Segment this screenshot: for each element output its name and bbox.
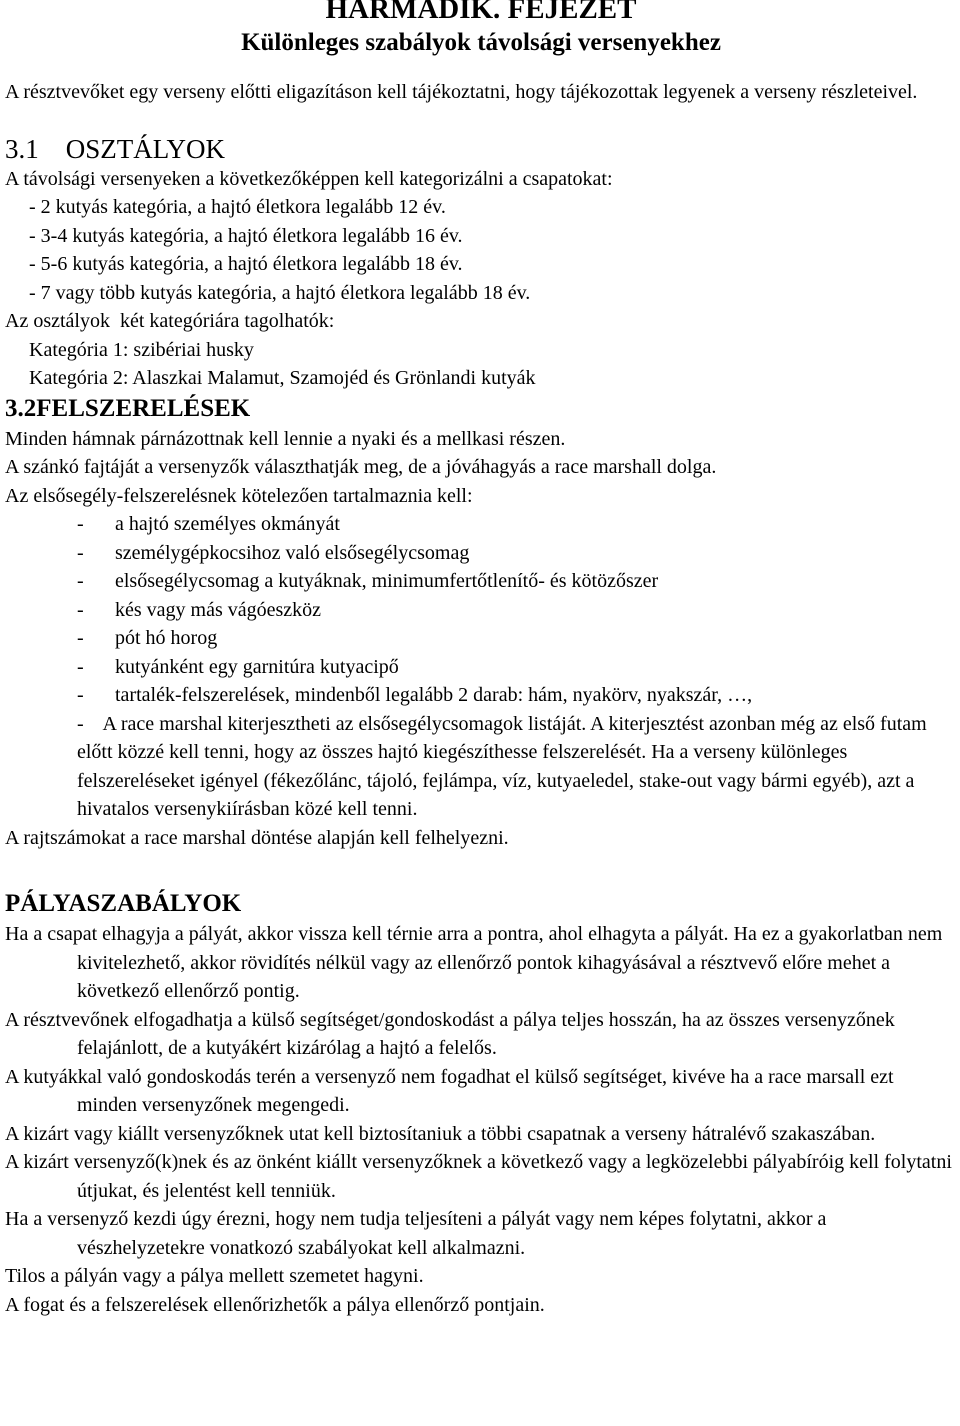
section-heading-osztalyok: 3.1 OSZTÁLYOK [5,133,226,164]
chapter-subtitle: Különleges szabályok távolsági versenyekhez [241,29,721,56]
rule-paragraph: Tilos a pályán vagy a pálya mellett szemetet hagyni. [5,1265,424,1287]
section1-lead: A távolsági versenyeken a következőképpen kell kategorizálni a csapatokat: [5,167,613,190]
rule-paragraph: Ha a csapat elhagyja a pályát, akkor vissza kell térnie arra a pontra, ahol elhagyta a pályát. Ha ez a gyakorlatban nem kivitelezhető, akkor rövidítés nélkül vagy az ellenőrző pontok kihagyásával a résztvevő előre mehet a következő ellenőrző pontig. [5,923,943,1002]
rule-paragraph: A kizárt versenyző(k)nek és az önként kiállt versenyzőknek a következő vagy a legközelebbi pályabíróig kell folytatni útjukat, és jelentést kell tenniük. [5,1151,952,1202]
rule-paragraph: A fogat és a felszerelések ellenőrizhetők a pálya ellenőrző pontjain. [5,1293,545,1316]
list-item: - személygépkocsihoz való elsősegélycsomag [77,541,470,564]
section-heading-felszerelesek: 3.2FELSZERELÉSEK [5,394,251,422]
section2-paragraph: Az elsősegély-felszerelésnek kötelezően tartalmaznia kell: [5,484,473,507]
list-item: - a hajtó személyes okmányát [77,513,340,535]
list-item: - pót hó horog [77,627,218,649]
list-item: - kés vagy más vágóeszköz [77,598,322,621]
section2-paragraph: A szánkó fajtáját a versenyzők választhatják meg, de a jóváhagyás a race marshall dolga. [5,456,717,478]
classes-lead: Az osztályok két kategóriára tagolhatók: [5,310,335,332]
rule-paragraph: A résztvevőnek elfogadhatja a külső segítséget/gondoskodást a pálya teljes hosszán, ha az összes versenyzőnek felajánlott, de a kutyákért kizárólag a hajtó a felelős. [5,1008,895,1059]
class-item: Kategória 1: szibériai husky [29,338,254,361]
rule-paragraph: A kizárt vagy kiállt versenyzőknek utat kell biztosítaniuk a többi csapatnak a verseny hátralévő szakaszában. [5,1122,876,1145]
section2-paragraph: A rajtszámokat a race marshal döntése alapján kell felhelyezni. [5,826,509,849]
list-item: - 2 kutyás kategória, a hajtó életkora legalább 12 év. [29,196,446,218]
list-item: - 5-6 kutyás kategória, a hajtó életkora legalább 18 év. [29,253,463,275]
rule-paragraph: Ha a versenyző kezdi úgy érezni, hogy nem tudja teljesíteni a pályát vagy nem képes folytatni, akkor a vészhelyzetekre vonatkozó szabályokat kell alkalmazni. [5,1208,827,1259]
list-item: - 7 vagy több kutyás kategória, a hajtó életkora legalább 18 év. [29,281,531,304]
list-item: - elsősegélycsomag a kutyáknak, minimumfertőtlenítő- és kötözőszer [77,570,659,592]
list-item: - kutyánként egy garnitúra kutyacipő [77,655,399,678]
chapter-title: HARMADIK. FEJEZET [325,0,637,25]
category-list [5,193,957,307]
rule-paragraph: A kutyákkal való gondoskodás terén a versenyző nem fogadhat el külső segítséget, kivéve ha a race marsall ezt minden versenyzőnek megengedi. [5,1065,894,1116]
list-item-extension: - A race marshal kiterjesztheti az elsősegélycsomagok listáját. A kiterjesztést azonban még az első futam előtt közzé kell tenni, hogy az összes hajtó kiegészíthesse felszerelését. Ha a verseny különleges felszereléseket igényel (fékezőlánc, tájoló, fejlámpa, víz, kutyaeledel, stake-out vagy bármi egyéb), azt a hivatalos versenykiírásban közé kell tenni. [77,712,932,820]
list-item: - tartalék-felszerelések, mindenből legalább 2 darab: hám, nyakörv, nyakszár, …, [77,684,753,706]
equipment-list [5,510,957,710]
intro-paragraph: A résztvevőket egy verseny előtti eligazításon kell tájékoztatni, hogy tájékozottak legyenek a verseny részleteivel. [5,81,918,103]
list-item: - 3-4 kutyás kategória, a hajtó életkora legalább 16 év. [29,224,463,247]
document-page [5,0,957,1319]
class-item: Kategória 2: Alaszkai Malamut, Szamojéd és Grönlandi kutyák [29,367,536,389]
section2-paragraph: Minden hámnak párnázottnak kell lennie a nyaki és a mellkasi részen. [5,427,566,450]
section-heading-palyaszabalyok: PÁLYASZABÁLYOK [5,890,242,917]
